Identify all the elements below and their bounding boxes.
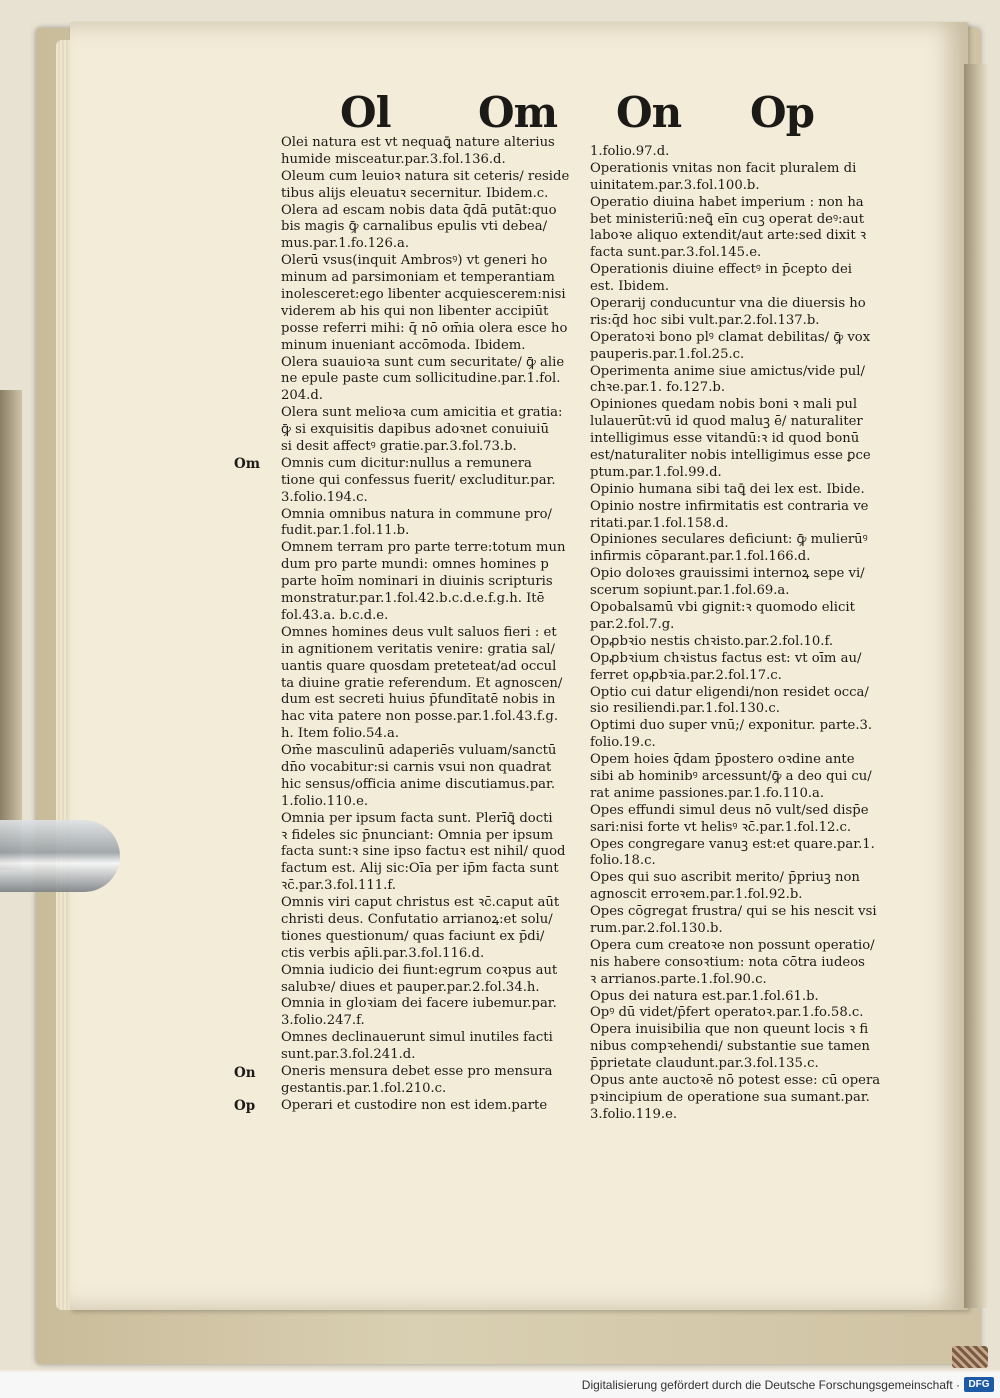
header-section-op: Op [750,88,814,137]
text-line: Operimenta anime siue amictus/vide pul/ [590,363,865,379]
left-binding [0,390,22,870]
text-line: pꝛincipium de operatione sua sumant.par. [590,1089,870,1105]
dfg-logo-icon: DFG [964,1377,994,1392]
text-line: ferret opꝓbꝛia.par.2.fol.17.c. [590,667,782,683]
text-line: nibus compꝛehendi/ substantie sue tamen [590,1039,870,1055]
text-line: Omnes declinauerunt simul inutiles facti [281,1030,553,1046]
text-line: dn̄o vocabitur:si carnis vsui non quadrat [281,759,552,775]
text-line: uantis quare quosdam preteteat/ad occul [281,658,557,674]
text-line: ꝛ arrianos.parte.1.fol.90.c. [590,971,767,987]
text-line: Omnis cum dicitur:nullus a remunera [281,455,532,471]
text-line: Opes effundi simul deus nō vult/sed disp̄e [590,802,869,818]
text-line: Omnis viri caput christus est ꝛc̄.caput aūt [281,895,560,911]
text-line: Operationis vnitas non facit pluralem di [590,160,857,176]
text-line: est. Ibidem. [590,279,670,295]
header-section-on: On [616,88,682,137]
text-line: viderem ab his qui non libenter accipiūt [281,303,549,319]
text-line: gestantis.par.1.fol.210.c. [281,1080,447,1096]
text-line: sunt.par.3.fol.241.d. [281,1047,416,1063]
text-line: ꝙ̄ si exquisitis dapibus adoꝛnet̄ conuiuiū [281,422,550,438]
text-line: bis magis ꝙ̄ carnalibus epulis vti debea/ [281,219,548,235]
text-line: p̄prietate claudunt̄.par.3.fol.135.c. [590,1056,819,1072]
header-section-om: Om [478,88,558,137]
text-line: Omnes homines deus vult saluos fieri : et [281,624,557,640]
facing-page-edge [964,64,988,1308]
text-line: dum est secreti huius p̄fundītatē nobis in [281,692,556,708]
text-line: Operarij conducuntur vna die diuersis ho [590,296,866,312]
color-calibration-mark [952,1346,988,1368]
text-line: ta diuine gratie referendum. Et agnoscen/ [281,675,563,691]
text-line: Opiniones seculares deficiunt: ꝙ̄ mulierūꝰ [590,532,868,548]
text-line: Operationis diuine effectꝰ in p̄cepto dei [590,262,852,278]
text-line: Opinio humana sibi taꝗ̄ dei lex est. Ibid̄e. [590,481,865,497]
text-line: salubꝛe/ diues et pauper.par.2.fol.34.h. [281,979,540,995]
text-line: ctis verbis ap̄li.par.3.fol.116.d. [281,945,485,961]
text-line: ris:q̄d hoc sibi vult.par.2.fol.137.b. [590,312,820,328]
text-line: folio.18.c. [590,853,656,869]
text-line: tiones questionum/ quas faciunt ex p̄di/ [281,928,545,944]
text-line: Omnem terram pro parte terre:totum mun [281,540,566,556]
footer-credit: Digitalisierung gefördert durch die Deutsche Forschungsgemeinschaft · [581,1378,960,1392]
text-line: folio.19.c. [590,735,656,751]
text-line: Opus dei natura est.par.1.fol.61.b. [590,988,819,1004]
text-line: Oneris mensura debet esse pro mensura [281,1063,553,1079]
text-line: infirmis cōparant̄.par.1.fol.166.d. [590,549,811,565]
text-line: fudit.par.1.fol.11.b. [281,523,410,539]
text-line: Olera ad escam nobis data q̄dā putāt:quo [281,202,557,218]
text-line: pauperis.par.1.fol.25.c. [590,346,745,362]
text-line: Opem hoies q̄dam p̄postero oꝛdine ante [590,752,855,768]
text-line: Opiniones quedam nobis boni ꝛ mali pul [590,397,858,413]
text-line: ne epule paste cum sollicitudine.par.1.fol. [281,371,561,387]
margin-marker-om: Om [234,456,261,473]
text-line: tione qui confessus fuerit/ excluditur.par. [281,472,556,488]
text-line: 3.folio.119.e. [590,1106,678,1122]
text-line: Opꝓbꝛium chꝛistus factus est: vt oīm au/ [590,650,862,666]
left-text-column [281,135,571,1115]
text-line: agnoscit erroꝛem.par.1.fol.92.b. [590,887,803,903]
text-line: Opera cum creatoꝛe non possunt operatio/ [590,937,875,953]
glass-clip [0,820,120,892]
text-line: rum.par.2.fol.130.b. [590,920,723,936]
text-line: Opus ante auctoꝛē nō potest esse: cū opera [590,1072,881,1088]
text-line: parte hoīm nominari in diuinis scripturis [281,574,553,590]
text-line: Operari et custodire non est idem.parte [281,1097,548,1113]
text-line: humide misceatur.par.3.fol.136.d. [281,151,506,167]
text-line: mus.par.1.fo.126.a. [281,236,410,252]
text-line: Operatoꝛi bono plꝰ clamat debilitas/ ꝙ̄ vox [590,329,871,345]
text-line: factum est. Alij sic:Oīa per ip̄m facta sunt [281,861,559,877]
text-line: posse referri mihi: q̄ nō om̄ia olera esce ho [281,320,568,336]
text-line: est/naturaliter nobis intelligimus esse ꝑce [590,448,871,464]
text-line: inolesceret:ego libenter acquiescerem:nisi [281,287,566,303]
text-line: monstratur.par.1.fol.42.b.c.d.e.f.g.h. Itē [281,591,545,607]
text-line: minum ad parsimoniam et temperantiam [281,270,555,286]
text-line: sio resiliendi.par.1.fol.130.c. [590,701,780,717]
text-line: Opinio nostre infirmitatis est contraria ve [590,498,869,514]
text-line: Opobalsamū vbi gignit̄:ꝛ quomodo elicit̄ [590,600,855,616]
text-line: minum inueniant accōmoda. Ibidem. [281,337,526,353]
text-line: 1.folio.97.d. [590,144,670,159]
text-line: Opes qui suo ascribit merito/ p̄priuꝫ non [590,870,860,886]
text-line: Opes congregare vanuꝫ est:et quare.par.1. [590,836,875,852]
text-line: ꝛ fideles sic p̄nunciant: Omnia per ipsum [281,827,554,843]
text-line: par.2.fol.7.g. [590,616,675,632]
text-line: chꝛe.par.1. fo.127.b. [590,380,726,396]
text-line: hic sensus/officia anime discutiamus.par. [281,776,556,792]
text-line: Opio doloꝛes grauissimi internoꝝ sepe vi/ [590,566,865,582]
text-line: si desit affectꝰ gratie.par.3.fol.73.b. [281,439,517,455]
footer-bar [0,1372,1000,1398]
text-line: Opꝰ dū videt̄/p̄fert̄ operatoꝛ.par.1.fo.58.c. [590,1005,864,1021]
text-line: Opera inuisibilia que non queunt locis ꝛ fi [590,1022,869,1038]
margin-marker-op: Op [234,1098,256,1115]
text-line: 3.folio.247.f. [281,1013,365,1029]
text-line: 204.d. [281,388,323,404]
text-line: sibi ab hominibꝰ arcessunt/ꝙ̄ a deo qui cu/ [590,768,872,784]
text-line: Om̄e masculinū adaperiēs vuluam/sanctū [281,743,557,759]
text-line: Opꝓbꝛio nestis chꝛisto.par.2.fol.10.f. [590,633,834,649]
text-line: 1.folio.110.e. [281,793,369,809]
text-line: ꝛc̄.par.3.fol.111.f. [281,878,396,894]
text-line: Optimi duo super vnū;/ exponitur. parte.3. [590,718,873,734]
text-line: facta sunt.par.3.fol.145.e. [590,245,762,261]
text-line: laboꝛe aliquo extendit/aut arte:sed dixit ꝛ [590,228,867,244]
header-section-ol: Ol [340,88,391,137]
text-line: Olera suauioꝛa sunt cum securitate/ ꝙ̄ alie [281,354,565,370]
text-line: Olera sunt melioꝛa cum amicitia et gratia: [281,405,563,421]
text-line: uinitatem.par.3.fol.100.b. [590,177,760,193]
text-line: in agnitionem veritatis venire: gratia sal/ [281,641,555,657]
text-line: Opes cōgregat frustra/ qui se his nescit vsi [590,904,877,920]
text-line: fol.43.a. b.c.d.e. [281,607,389,623]
text-line: 3.folio.194.c. [281,489,368,505]
text-line: Olei natura est vt nequaꝗ̄ nature alterius [281,135,555,150]
text-line: hac vita patere non posse.par.1.fol.43.f.g. [281,709,559,725]
text-line: intelligimus esse vitandū:ꝛ id quod bonū [590,431,860,447]
text-line: Omnia in gloꝛiam dei facere iubemur.par. [281,996,557,1012]
text-line: Omnia omnibus natura in commune pro/ [281,506,552,522]
margin-marker-on: On [234,1064,256,1081]
text-line: nis habere consoꝛtium: nota cōtra iudeos [590,954,865,970]
text-line: lulauerūt:vū id quod maluꝫ ē/ naturaliter [590,414,863,430]
text-line: facta sunt:ꝛ sine ipso factuꝛ est nihil/ quod [281,844,566,860]
right-text-column [590,144,890,1124]
text-line: scerum sopiunt̄.par.1.fol.69.a. [590,583,790,599]
text-line: ptum.par.1.fol.99.d. [590,464,722,480]
text-line: dum pro parte mundi: omnes homines p [281,557,549,573]
text-line: Oleum cum leuioꝛ natura sit ceteris/ resid̄e [281,168,570,184]
text-line: bet ministeriū:neꝗ̄ eīn cuꝫ operat̄ deꝰ:aut [590,211,865,227]
text-line: ritati.par.1.fol.158.d. [590,515,729,531]
text-line: Omnia iudicio dei fiunt:egrum coꝛpus aut [281,962,558,978]
text-line: h. Item folio.54.a. [281,726,400,742]
text-line: christi deus. Confutatio arrianoꝝ:et solu/ [281,911,553,927]
text-line: Olerū vsus(inquit Ambrosꝰ) vt generi ho [281,253,548,269]
text-line: rat anime passiones.par.1.fo.110.a. [590,785,825,801]
text-line: tibus alijs eleuatuꝛ secernitur. Ibidem.c. [281,185,549,201]
text-line: Optio cui datur eligendi/non residet occa/ [590,684,869,700]
text-line: Operatio diuina habet imperium : non ha [590,194,864,210]
text-line: Omnia per ipsum facta sunt. Plerīꝗ̄ docti [281,810,553,826]
text-line: sari:nisi forte vt helisꝰ ꝛc̄.par.1.fol.12.c. [590,819,852,835]
